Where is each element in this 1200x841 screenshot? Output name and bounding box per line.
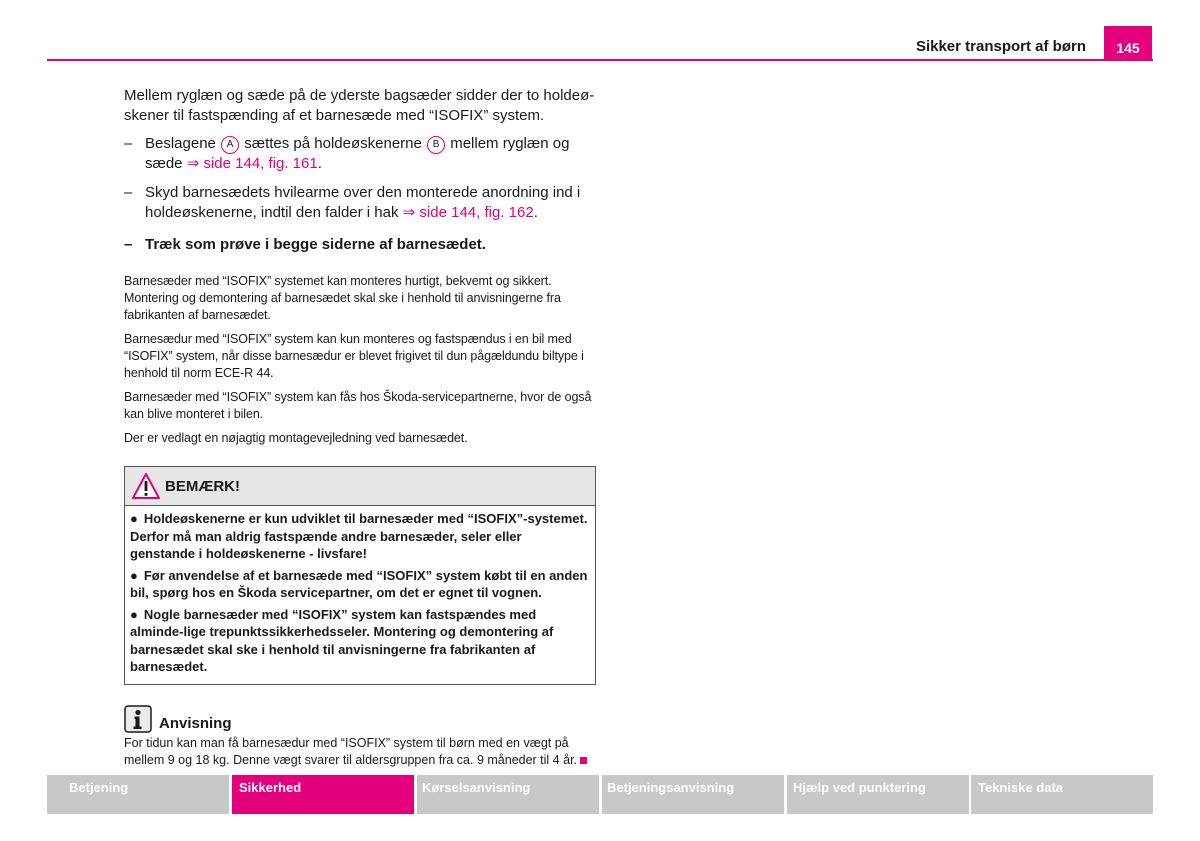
arrow-icon: ⇒: [186, 155, 200, 172]
warning-title: BEMÆRK!: [165, 478, 240, 495]
tab-betjening[interactable]: Betjening: [47, 775, 229, 814]
main-content: [124, 86, 596, 769]
section-title: Sikker transport af børn: [915, 38, 1086, 55]
step-end: .: [533, 204, 538, 221]
step-dash: –: [124, 135, 133, 152]
note-paragraph: Barnesædur med “ISOFIX” system kan kun monteres og fastspændus i en bil med “ISOFIX” system, når disse barnesædur er blevet frigivet til dun pågældundu biltype i henhold til norm ECE-R 44.: [124, 332, 584, 380]
marker-b-badge: B: [427, 136, 445, 154]
step-item: [124, 183, 596, 223]
step-text: sættes på holdeøskenerne: [244, 135, 422, 152]
cross-reference-link[interactable]: side 144, fig. 162: [419, 204, 534, 221]
warning-triangle-icon: [131, 472, 161, 500]
note-paragraph: Barnesæder med “ISOFIX” system kan fås hos Škoda-servicepartnerne, hvor de også kan blive monteret i bilen.: [124, 390, 592, 421]
step-dash: –: [124, 184, 133, 201]
warning-item: [130, 567, 590, 602]
tab-hjaelp-ved-punktering[interactable]: Hjælp ved punktering: [787, 775, 969, 814]
arrow-icon: ⇒: [402, 204, 416, 221]
note-paragraph: Barnesæder med “ISOFIX” systemet kan monteres hurtigt, bekvemt og sikkert. Montering og demontering af barnesædet skal ske i henhold til anvisningerne fra fabrikanten af barnesædet.: [124, 274, 561, 322]
warning-item-text: Før anvendelse af et barnesæde med “ISOFIX” system købt til en anden bil, spørg hos en Škoda servicepartner, om det er egnet til vognen.: [130, 567, 588, 600]
step-dash: –: [124, 236, 133, 253]
warning-item-text: Holdeøskenerne er kun udviklet til barnesæder med “ISOFIX”-systemet. Derfor må man aldrig fastspænde andre barnesæder, seler eller genstande i holdeøskenerne - livsfare!: [130, 511, 588, 561]
tab-betjeningsanvisning[interactable]: Betjeningsanvisning: [602, 775, 784, 814]
header-rule: [47, 59, 1153, 61]
warning-box: [124, 466, 596, 685]
step-text: mellem ryglæn og sæde: [145, 135, 570, 172]
page-number: 145: [1104, 26, 1152, 60]
end-square-icon: [580, 757, 587, 764]
marker-a-badge: A: [221, 136, 239, 154]
tab-sikkerhed[interactable]: Sikkerhed: [232, 775, 414, 814]
warning-item: [130, 510, 590, 563]
warning-item-text: Nogle barnesæder med “ISOFIX” system kan fastspændes med alminde-lige trepunktssikkerhedsseler. Montering og demontering af barnesædet skal ske i henhold til anvisningerne fra fabrikanten af barnesædet.: [130, 606, 554, 674]
note-paragraph: Der er vedlagt en nøjagtig montagevejledning ved barnesædet.: [124, 431, 468, 445]
step-item: [124, 134, 596, 174]
tip-header: [124, 705, 596, 733]
tab-tekniske-data[interactable]: Tekniske data: [971, 775, 1153, 814]
cross-reference-link[interactable]: side 144, fig. 161: [203, 155, 318, 172]
bullet-icon: ●: [130, 567, 138, 583]
tip-title: Anvisning: [159, 714, 232, 732]
footer-nav: [47, 775, 1153, 814]
step-end: .: [317, 155, 322, 172]
bullet-icon: ●: [130, 511, 138, 526]
info-i-icon: [124, 705, 152, 733]
step-item: [124, 235, 596, 255]
step-text: Beslagene: [145, 135, 216, 152]
warning-header: [125, 467, 595, 506]
step-text: Skyd barnesædets hvilearme over den monterede anordning ind i holdeøskenerne, indtil den falder i hak: [145, 184, 581, 221]
tip-paragraph: [124, 735, 596, 769]
tab-korselsanvisning[interactable]: Kørselsanvisning: [417, 775, 599, 814]
step-text: Træk som prøve i begge siderne af barnesædet.: [145, 236, 486, 253]
warning-body: [125, 506, 595, 684]
warning-item: [130, 606, 590, 676]
tip-text: For tidun kan man få barnesædur med “ISOFIX” system til børn med en vægt på mellem 9 og 18 kg. Denne vægt svarer til aldersgruppen fra ca. 9 måneder til 4 år.: [124, 735, 578, 767]
bullet-icon: ●: [130, 606, 138, 622]
intro-paragraph: Mellem ryglæn og sæde på de yderste bagsæder sidder der to holdeø-skener til fastspænding af et barnesæde med “ISOFIX” system.: [124, 87, 595, 124]
